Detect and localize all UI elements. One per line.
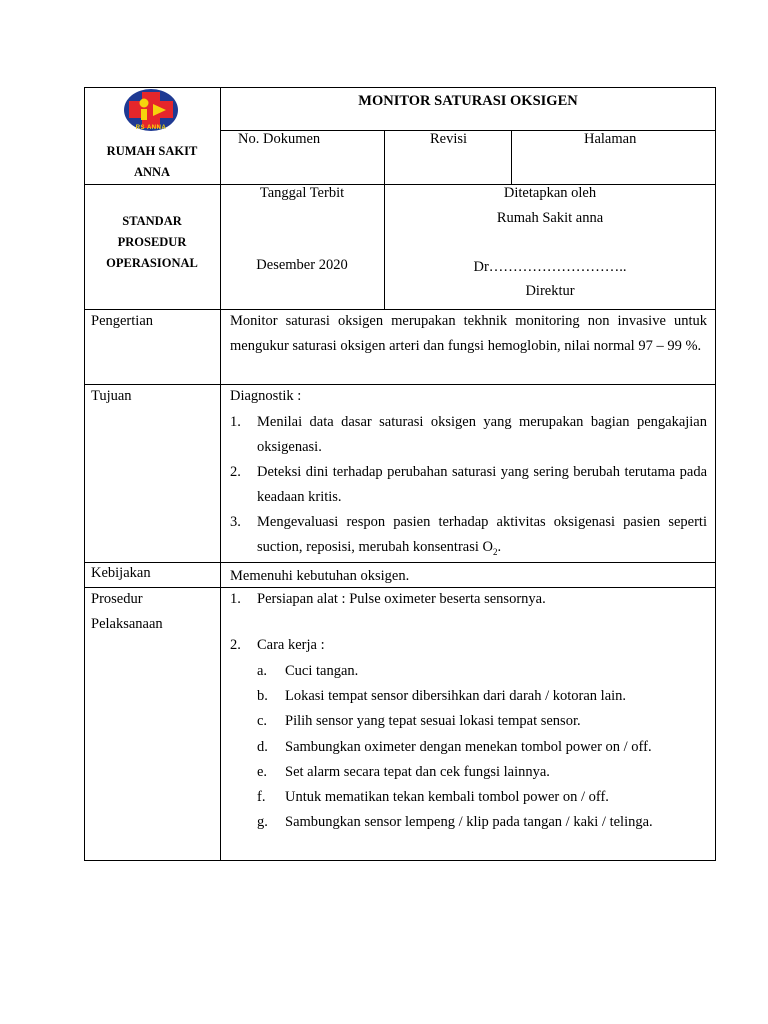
sop-label-line: PROSEDUR [117, 235, 187, 249]
section-label-prosedur [91, 587, 163, 637]
prosedur-substep: Cuci tangan. [285, 663, 359, 679]
table-border-bottom [84, 860, 716, 861]
tanggal-terbit-value: Desember 2020 [256, 257, 348, 273]
sublist-letter: d. [257, 739, 268, 755]
prosedur-substep: Lokasi tempat sensor dibersihkan dari darah / kotoran lain. [285, 688, 627, 704]
tujuan-item: Deteksi dini terhadap perubahan saturasi yang sering berubah terutama pada keadaan kritis. [257, 464, 707, 505]
sublist-letter: a. [257, 663, 268, 679]
sublist-letter: b. [257, 688, 268, 704]
prosedur-substep: Set alarm secara tepat dan cek fungsi lainnya. [285, 764, 550, 780]
sublist-letter: e. [257, 764, 268, 780]
document-title: MONITOR SATURASI OKSIGEN [358, 93, 578, 109]
signer-title: Direktur [525, 283, 575, 299]
section-label-line: Prosedur [91, 591, 143, 607]
list-number: 1. [230, 591, 241, 607]
sublist-letter: g. [257, 814, 268, 830]
hospital-logo [122, 88, 180, 136]
list-number: 1. [230, 414, 241, 430]
sublist-letter: c. [257, 713, 268, 729]
list-number: 2. [230, 464, 241, 480]
tujuan-intro: Diagnostik : [230, 388, 302, 404]
ditetapkan-oleh: Ditetapkan oleh [503, 185, 597, 201]
list-number: 3. [230, 514, 241, 530]
signature-line: Dr……………………….. [473, 259, 627, 275]
prosedur-step: Cara kerja : [257, 637, 325, 653]
tanggal-terbit-label: Tanggal Terbit [259, 185, 345, 201]
section-label-tujuan: Tujuan [91, 388, 132, 404]
hospital-name [86, 141, 218, 183]
table-rule [220, 87, 221, 860]
table-border-right [715, 87, 716, 860]
prosedur-substep: Sambungkan oximeter dengan menekan tombol power on / off. [285, 739, 652, 755]
subscript: 2 [493, 546, 498, 557]
sop-label-line: STANDAR [122, 214, 182, 228]
logo-text: RS ANNA [135, 125, 167, 131]
kebijakan-text: Memenuhi kebutuhan oksigen. [230, 568, 410, 584]
prosedur-substep: Untuk mematikan tekan kembali tombol power on / off. [285, 789, 609, 805]
tujuan-item-tail: . [497, 539, 502, 555]
ditetapkan-by: Rumah Sakit anna [496, 210, 604, 226]
revisi-label: Revisi [430, 131, 468, 147]
tujuan-item [257, 510, 707, 565]
hospital-name-line: ANNA [133, 165, 171, 179]
table-rule [511, 130, 512, 184]
halaman-label: Halaman [584, 131, 637, 147]
pengertian-text: Monitor saturasi oksigen merupakan tekhnik monitoring non invasive untuk mengukur saturasi oksigen arteri dan fungsi hemoglobin, nilai normal 97 – 99 %. [230, 313, 707, 354]
sop-label-line: OPERASIONAL [106, 256, 198, 270]
list-number: 2. [230, 637, 241, 653]
no-dokumen-label: No. Dokumen [238, 131, 321, 147]
table-border-left [84, 87, 85, 860]
tujuan-item-text: Mengevaluasi respon pasien terhadap aktivitas oksigenasi pasien seperti suction, reposisi, merubah konsentrasi O [257, 514, 707, 555]
tujuan-item: Menilai data dasar saturasi oksigen yang merupakan bagian pengakajian oksigenasi. [257, 414, 707, 455]
hospital-name-line: RUMAH SAKIT [106, 144, 198, 158]
sop-label [86, 211, 218, 274]
prosedur-step: Persiapan alat : Pulse oximeter beserta sensornya. [257, 591, 546, 607]
prosedur-substep: Sambungkan sensor lempeng / klip pada tangan / kaki / telinga. [285, 814, 653, 830]
table-rule [84, 384, 716, 385]
section-label-pengertian: Pengertian [91, 313, 154, 329]
prosedur-substep: Pilih sensor yang tepat sesuai lokasi tempat sensor. [285, 713, 581, 729]
section-label-kebijakan: Kebijakan [91, 565, 151, 581]
section-label-line: Pelaksanaan [91, 616, 163, 632]
sublist-letter: f. [257, 789, 266, 805]
